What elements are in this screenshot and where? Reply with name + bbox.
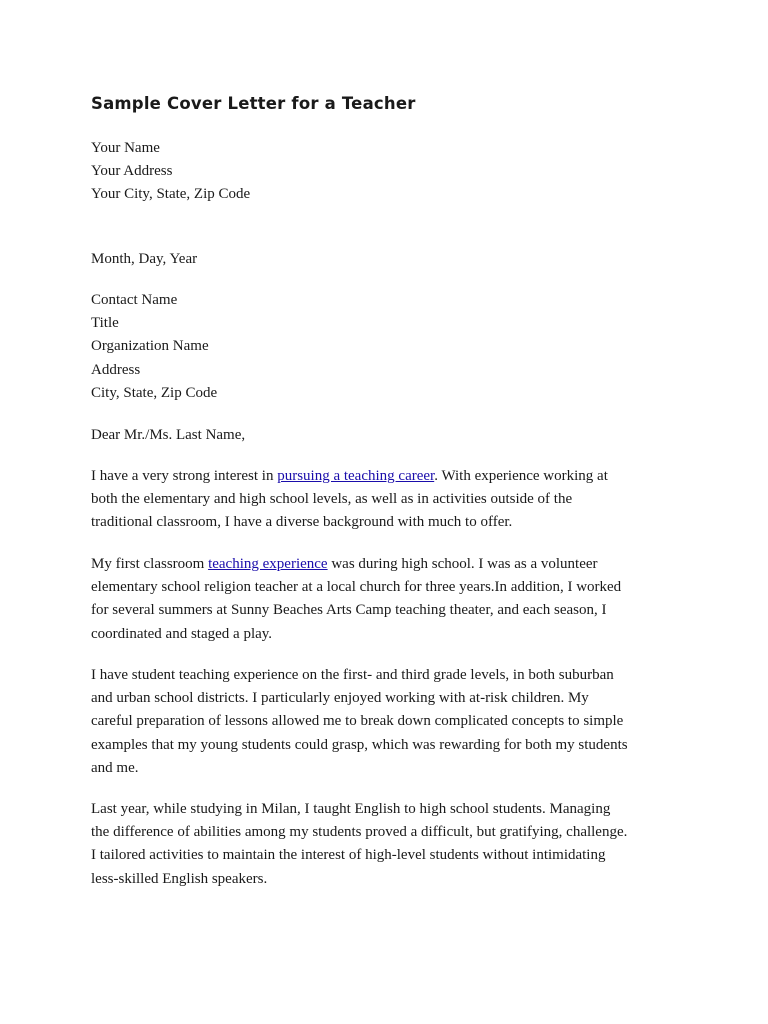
paragraph-text: I have student teaching experience on the first- and third grade levels, in both suburban: [91, 667, 614, 683]
hyperlink[interactable]: pursuing a teaching career: [277, 468, 435, 484]
paragraph-text: examples that my young students could grasp, which was rewarding for both my students: [91, 736, 628, 753]
paragraph: [91, 798, 691, 891]
paragraph-text: both the elementary and high school levels, as well as in activities outside of the: [91, 491, 573, 508]
salutation: [91, 424, 691, 447]
paragraph-text: was during high school. I was as a volunteer: [327, 556, 598, 572]
document-title: Sample Cover Letter for a Teacher: [91, 94, 416, 113]
paragraph-text: elementary school religion teacher at a local church for three years.In addition, I worked: [91, 579, 622, 596]
date-text: Month, Day, Year: [91, 251, 198, 267]
recipient-organization: Organization Name: [91, 338, 209, 355]
paragraph-text: My first classroom: [91, 556, 209, 572]
sender-name: Your Name: [91, 140, 160, 156]
recipient-address-block: [91, 289, 691, 405]
paragraph-line: [91, 465, 691, 488]
paragraph-text: . With experience working at: [434, 468, 608, 484]
paragraph-line: [91, 664, 691, 687]
letter-date: [91, 248, 691, 271]
paragraph-line: [91, 623, 691, 646]
paragraph-text: coordinated and staged a play.: [91, 625, 273, 642]
sender-city-state-zip: Your City, State, Zip Code: [91, 186, 251, 203]
paragraph-text: I tailored activities to maintain the interest of high-level students without intimidating: [91, 847, 606, 864]
paragraph-text: and me.: [91, 759, 139, 776]
paragraph: [91, 465, 691, 535]
paragraph-line: [91, 687, 691, 710]
paragraph-text: and urban school districts. I particularly enjoyed working with at-risk children. My: [91, 690, 589, 707]
paragraph-text: traditional classroom, I have a diverse background with much to offer.: [91, 514, 513, 531]
paragraph: [91, 553, 691, 646]
salutation-text: Dear Mr./Ms. Last Name,: [91, 427, 246, 443]
paragraph-line: [91, 511, 691, 534]
paragraph-text: less-skilled English speakers.: [91, 870, 268, 887]
recipient-contact-name: Contact Name: [91, 292, 178, 308]
recipient-address: Address: [91, 361, 141, 378]
paragraph-line: [91, 576, 691, 599]
paragraph-text: I have a very strong interest in: [91, 468, 278, 484]
paragraph-text: for several summers at Sunny Beaches Arts Camp teaching theater, and each season, I: [91, 602, 607, 619]
paragraph-line: [91, 599, 691, 622]
paragraph-line: [91, 488, 691, 511]
paragraph: [91, 664, 691, 780]
paragraph-text: Last year, while studying in Milan, I taught English to high school students. Managing: [91, 801, 611, 817]
paragraph-line: [91, 798, 691, 821]
hyperlink[interactable]: teaching experience: [208, 556, 328, 572]
paragraph-line: [91, 757, 691, 780]
paragraph-line: [91, 734, 691, 757]
recipient-city-state-zip: City, State, Zip Code: [91, 384, 218, 401]
paragraph-line: [91, 710, 691, 733]
paragraph-line: [91, 553, 691, 576]
paragraph-line: [91, 821, 691, 844]
paragraph-line: [91, 844, 691, 867]
paragraph-text: the difference of abilities among my students proved a difficult, but gratifying, challenge.: [91, 824, 628, 841]
recipient-title: Title: [91, 315, 119, 332]
paragraph-text: careful preparation of lessons allowed me to break down complicated concepts to simple: [91, 713, 624, 730]
paragraph-line: [91, 868, 691, 891]
sender-address-block: [91, 137, 691, 207]
sender-address: Your Address: [91, 163, 173, 180]
